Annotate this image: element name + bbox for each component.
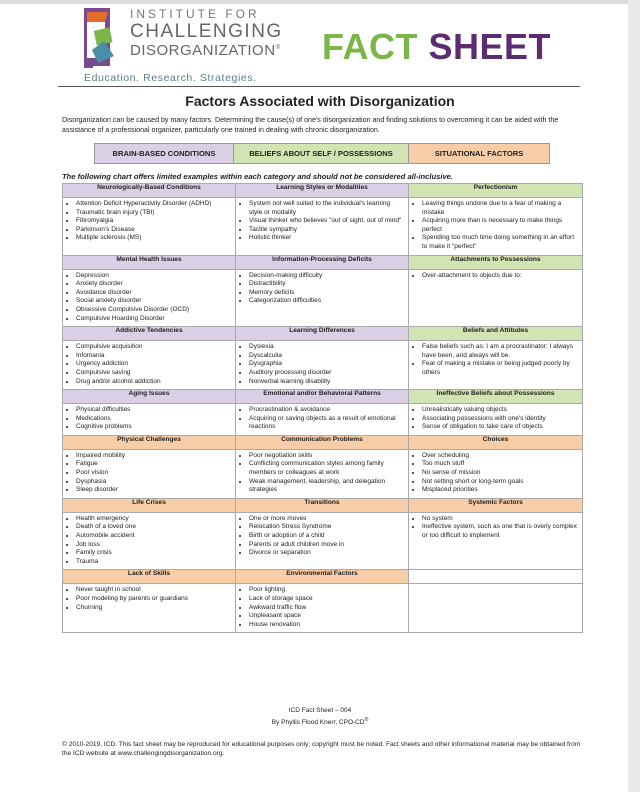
- factor-list: [409, 515, 582, 541]
- legend-situational: SITUATIONAL FACTORS: [409, 144, 549, 163]
- factor-item: • Sleep disorder: [76, 486, 231, 495]
- legend-brain-based: BRAIN-BASED CONDITIONS: [95, 144, 234, 163]
- category-cell: [236, 269, 409, 327]
- factor-item: • Job loss: [76, 541, 231, 550]
- category-heading: Perfectionism: [409, 184, 583, 198]
- category-heading: Information-Processing Deficits: [236, 255, 409, 269]
- header-row: [63, 570, 583, 584]
- factor-item: • Traumatic brain injury (TBI): [76, 209, 231, 218]
- category-heading: Lack of Skills: [63, 570, 236, 584]
- factor-list: [409, 272, 582, 281]
- factor-item: • No system: [422, 515, 578, 524]
- factor-item: • Urgency addiction: [76, 360, 231, 369]
- category-heading: Physical Challenges: [63, 435, 236, 449]
- factor-item: • Drug and/or alcohol addiction: [76, 378, 231, 387]
- category-cell: [63, 341, 236, 390]
- header-divider: [58, 86, 580, 87]
- header-row: [63, 255, 583, 269]
- factor-item: • One or more moves: [249, 515, 404, 524]
- org-line-3-text: DISORGANIZATION: [130, 42, 276, 59]
- factor-item: • Ineffective system, such as one that is overly complex or too difficult to implement: [422, 523, 578, 540]
- factor-item: • Categorization difficulties: [249, 297, 404, 306]
- factor-item: • Tactile sympathy: [249, 226, 404, 235]
- category-cell: [63, 198, 236, 256]
- category-cell: [236, 584, 409, 633]
- factor-item: • Unrealistically valuing objects: [422, 406, 578, 415]
- factor-item: • Death of a loved one: [76, 523, 231, 532]
- factor-item: • Trauma: [76, 558, 231, 567]
- header-row: [63, 184, 583, 198]
- category-heading: Addictive Tendencies: [63, 327, 236, 341]
- content-row: [63, 269, 583, 327]
- legend-beliefs: BELIEFS ABOUT SELF / POSSESSIONS: [234, 144, 409, 163]
- category-cell: [409, 584, 583, 633]
- factor-item: • Health emergency: [76, 515, 231, 524]
- factor-list: [63, 272, 235, 324]
- factor-list: [236, 272, 408, 306]
- category-heading: Emotional and/or Behavioral Patterns: [236, 390, 409, 404]
- content-row: [63, 404, 583, 436]
- factor-item: • Leaving things undone due to a fear of making a mistake: [422, 200, 578, 217]
- factor-item: • Acquiring or saving objects as a result of emotional reactions: [249, 415, 404, 432]
- author-registered-mark: ®: [364, 717, 369, 723]
- factor-list: [63, 515, 235, 567]
- factor-item: • Attention Deficit Hyperactivity Disorder (ADHD): [76, 200, 231, 209]
- copyright-notice: © 2010-2019, ICD. This fact sheet may be reproduced for educational purposes only; copyright must be noted. Fact sheets and other informational material may be obtained from the ICD website at www.challengingdisorganization.org.: [62, 741, 581, 757]
- factor-item: • Compulsive saving: [76, 369, 231, 378]
- factor-item: • Impaired mobility: [76, 452, 231, 461]
- category-heading: Learning Styles or Modalities: [236, 184, 409, 198]
- factors-table: [62, 183, 583, 633]
- factor-item: • Automobile accident: [76, 532, 231, 541]
- factor-item: • Anxiety disorder: [76, 280, 231, 289]
- author-text: By Phyllis Flood Knerr, CPO-CD: [271, 719, 365, 727]
- content-row: [63, 198, 583, 256]
- factor-list: [409, 200, 582, 252]
- factor-item: • Fear of making a mistake or being judged poorly by others: [422, 360, 578, 377]
- factor-item: • Distractibility: [249, 280, 404, 289]
- category-cell: [236, 404, 409, 436]
- category-heading: Communication Problems: [236, 435, 409, 449]
- factor-item: • Multiple sclerosis (MS): [76, 234, 231, 243]
- factor-item: • Not setting short or long-term goals: [422, 478, 578, 487]
- factor-list: [63, 200, 235, 243]
- factor-item: • Medications: [76, 415, 231, 424]
- factor-list: [63, 452, 235, 495]
- category-heading: Mental Health Issues: [63, 255, 236, 269]
- category-cell: [236, 449, 409, 498]
- category-heading: Beliefs and Attitudes: [409, 327, 583, 341]
- category-cell: [63, 269, 236, 327]
- factor-item: • Poor vision: [76, 469, 231, 478]
- factor-item: • Associating possessions with one's identity: [422, 415, 578, 424]
- factor-item: • Poor negotiation skills: [249, 452, 404, 461]
- factor-item: • Divorce or separation: [249, 549, 404, 558]
- factor-item: • Dyscalculia: [249, 352, 404, 361]
- factor-item: • Lack of storage space: [249, 595, 404, 604]
- intro-paragraph: Disorganization can be caused by many factors. Determining the cause(s) of one's disorganization and finding solutions to overcoming it can be aided with the assistance of a professional organizer, particularly one trained in dealing with chronic disorganization.: [62, 116, 559, 134]
- fact-word: FACT: [322, 26, 418, 67]
- factor-list: [236, 586, 408, 629]
- sheet-word: SHEET: [428, 26, 552, 67]
- factor-item: • Over-attachment to objects due to:: [422, 272, 578, 281]
- org-registered-mark: ®: [275, 45, 281, 51]
- factor-item: • Holistic thinker: [249, 234, 404, 243]
- tagline: Education. Research. Strategies.: [84, 72, 257, 84]
- factor-item: • Weak management, leadership, and delegation strategies: [249, 478, 404, 495]
- factor-item: • Procrastination & avoidance: [249, 406, 404, 415]
- factor-item: • Spending too much time doing something in an effort to make it "perfect": [422, 234, 578, 251]
- factor-item: • Never taught in school: [76, 586, 231, 595]
- factor-item: • Awkward traffic flow: [249, 604, 404, 613]
- factor-item: • System not well suited to the individual's learning style or modality: [249, 200, 404, 217]
- page-title: Factors Associated with Disorganization: [185, 93, 455, 109]
- factor-item: • Compulsive acquisition: [76, 343, 231, 352]
- factor-list: [409, 343, 582, 377]
- category-cell: [409, 341, 583, 390]
- factor-list: [236, 406, 408, 432]
- category-cell: [236, 341, 409, 390]
- factor-item: • Depression: [76, 272, 231, 281]
- factor-item: • Relocation Stress Syndrome: [249, 523, 404, 532]
- category-cell: [409, 449, 583, 498]
- org-line-3: [130, 43, 283, 58]
- factor-item: • Poor modeling by parents or guardians: [76, 595, 231, 604]
- category-heading: Neurologically-Based Conditions: [63, 184, 236, 198]
- category-heading: Life Crises: [63, 498, 236, 512]
- factor-item: • Parents or adult children move in: [249, 541, 404, 550]
- factor-item: • Conflicting communication styles among family members or colleagues at work: [249, 460, 404, 477]
- factor-item: • Memory deficits: [249, 289, 404, 298]
- factor-item: • Churning: [76, 604, 231, 613]
- content-row: [63, 584, 583, 633]
- factor-item: • False beliefs such as: I am a procrastinator; I always have been, and always will be.: [422, 343, 578, 360]
- top-edge: [0, 0, 640, 4]
- factor-list: [409, 452, 582, 495]
- factor-item: • Social anxiety disorder: [76, 297, 231, 306]
- factor-list: [236, 200, 408, 243]
- factor-item: • No sense of mission: [422, 469, 578, 478]
- factor-list: [63, 406, 235, 432]
- content-row: [63, 512, 583, 570]
- header-row: [63, 390, 583, 404]
- category-heading: Ineffective Beliefs about Possessions: [409, 390, 583, 404]
- factor-list: [63, 343, 235, 386]
- factor-item: • Physical difficulties: [76, 406, 231, 415]
- category-cell: [409, 404, 583, 436]
- factor-item: • Family crisis: [76, 549, 231, 558]
- author-line: [0, 717, 640, 726]
- category-cell: [236, 512, 409, 570]
- category-heading: Aging Issues: [63, 390, 236, 404]
- category-cell: [63, 449, 236, 498]
- fact-sheet-heading: [322, 26, 551, 68]
- category-heading: Choices: [409, 435, 583, 449]
- factor-item: • Obsessive Compulsive Disorder (OCD): [76, 306, 231, 315]
- org-line-2: CHALLENGING: [130, 21, 283, 42]
- factor-item: • Fatigue: [76, 460, 231, 469]
- category-legend: [94, 143, 550, 164]
- category-heading: Attachments to Possessions: [409, 255, 583, 269]
- category-heading: [409, 570, 583, 584]
- factor-item: • Infomania: [76, 352, 231, 361]
- category-heading: Systemic Factors: [409, 498, 583, 512]
- factor-item: • Decision-making difficulty: [249, 272, 404, 281]
- factor-list: [236, 452, 408, 495]
- org-line-1: INSTITUTE FOR: [130, 7, 260, 21]
- factor-item: • Sense of obligation to take care of objects: [422, 423, 578, 432]
- factor-item: • Over scheduling: [422, 452, 578, 461]
- content-row: [63, 341, 583, 390]
- category-heading: Learning Differences: [236, 327, 409, 341]
- category-cell: [409, 269, 583, 327]
- factor-list: [63, 586, 235, 612]
- factor-item: • Visual thinker who believes "out of sight, out of mind": [249, 217, 404, 226]
- chart-note: The following chart offers limited examples within each category and should not be considered all-inclusive.: [62, 172, 454, 181]
- factor-item: • Cognitive problems: [76, 423, 231, 432]
- factor-item: • Misplaced priorities: [422, 486, 578, 495]
- factor-item: • House renovation: [249, 621, 404, 630]
- category-cell: [409, 512, 583, 570]
- header-row: [63, 498, 583, 512]
- right-edge: [628, 0, 640, 792]
- factor-item: • Dysgraphia: [249, 360, 404, 369]
- fact-sheet-number: ICD Fact Sheet – 004: [288, 707, 352, 714]
- icd-logo-icon: [84, 8, 118, 70]
- factor-item: • Poor lighting: [249, 586, 404, 595]
- factor-item: • Auditory processing disorder: [249, 369, 404, 378]
- factor-item: • Dysphasia: [76, 478, 231, 487]
- category-heading: Transitions: [236, 498, 409, 512]
- factor-list: [236, 515, 408, 558]
- category-heading: Environmental Factors: [236, 570, 409, 584]
- factor-item: • Acquiring more than is necessary to make things perfect: [422, 217, 578, 234]
- factor-item: • Birth or adoption of a child: [249, 532, 404, 541]
- factor-item: • Avoidance disorder: [76, 289, 231, 298]
- header-row: [63, 435, 583, 449]
- factor-item: • Unpleasant space: [249, 612, 404, 621]
- factor-list: [409, 406, 582, 432]
- category-cell: [409, 198, 583, 256]
- factor-item: • Compulsive Hoarding Disorder: [76, 315, 231, 324]
- category-cell: [236, 198, 409, 256]
- factor-item: • Parkinson's Disease: [76, 226, 231, 235]
- category-cell: [63, 512, 236, 570]
- factor-list: [236, 343, 408, 386]
- content-row: [63, 449, 583, 498]
- header-row: [63, 327, 583, 341]
- category-cell: [63, 404, 236, 436]
- factor-item: • Nonverbal learning disability: [249, 378, 404, 387]
- org-name: [130, 8, 283, 58]
- factor-item: • Too much stuff: [422, 460, 578, 469]
- category-cell: [63, 584, 236, 633]
- factor-item: • Dyslexia: [249, 343, 404, 352]
- factor-item: • Fibromyalgia: [76, 217, 231, 226]
